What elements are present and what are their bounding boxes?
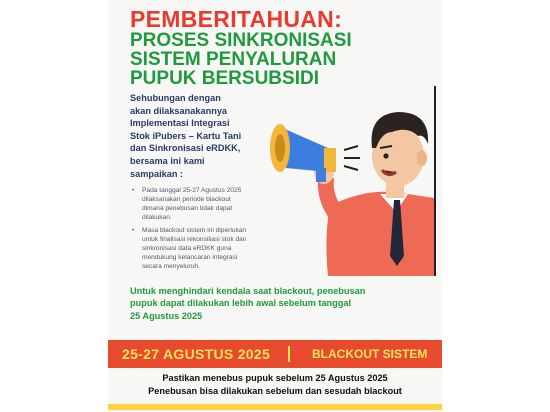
announcement-poster [108,0,442,412]
bullet-line: secara menyeluruh. [142,263,200,270]
sound-line [344,146,358,150]
bullet-line: dimana penebusan tidak dapat [142,205,233,212]
title-subject-line: SISTEM PENYALURAN [130,49,337,70]
bullet-line: mendukung kelancaran integrasi [142,254,238,261]
footer-text [108,372,442,397]
intro-line: Implementasi Integrasi [130,118,230,129]
title-subject [130,31,430,88]
intro-line: bersama ini kami [130,155,205,166]
ear-shape [417,150,427,166]
intro-line: akan dilaksanakannya [130,105,228,116]
intro-text [130,92,270,180]
note-line: pupuk dapat dilakukan lebih awal sebelum tanggal [130,298,352,309]
shirt-shape [326,192,434,276]
title-subject-line: PROSES SINKRONISASI [130,30,352,51]
blackout-date: 25-27 AGUSTUS 2025 [122,346,271,362]
footer-line: Pastikan menebus pupuk sebelum 25 Agustus 2025 [162,373,388,383]
frame-line [434,86,436,276]
note-line: 25 Agustus 2025 [130,310,203,321]
intro-line: Sehubungan dengan [130,93,221,103]
intro-line: Stok iPubers – Kartu Tani [130,130,242,141]
person-illustration [258,86,442,276]
sound-line [344,166,358,170]
bottom-accent-bar [108,404,442,410]
title-subject-line: PUPUK BERSUBSIDI [130,68,319,89]
bullet-line: sinkronisasi data eRDKK guna [142,245,232,252]
blackout-label: BLACKOUT SISTEM [312,347,428,361]
blackout-banner [108,340,442,368]
title-announcement: PEMBERITAHUAN: [130,6,343,32]
footer-line: Penebusan bisa dilakukan sebelum dan sesudah blackout [148,385,402,396]
bullet-line: dilaksanakan periode blackout [142,196,231,203]
right-margin [442,0,550,412]
bullet-line: • Pada tanggal 25-27 Agustus 2025 [142,187,242,194]
bullet-line: untuk finalisasi rekonsiliasi stok dan [142,236,247,243]
bullet-line: dilakukan. [142,214,172,221]
early-redemption-note [130,285,430,322]
intro-line: dan Sinkronisasi eRDKK, [130,143,241,154]
eye-shape [383,153,388,158]
banner-divider [288,346,290,362]
bullet-line: • Masa blackout sistem ini diperlukan [142,227,247,234]
note-line: Untuk menghindari kendala saat blackout, penebusan [130,286,366,296]
intro-line: sampaikan : [130,168,184,179]
